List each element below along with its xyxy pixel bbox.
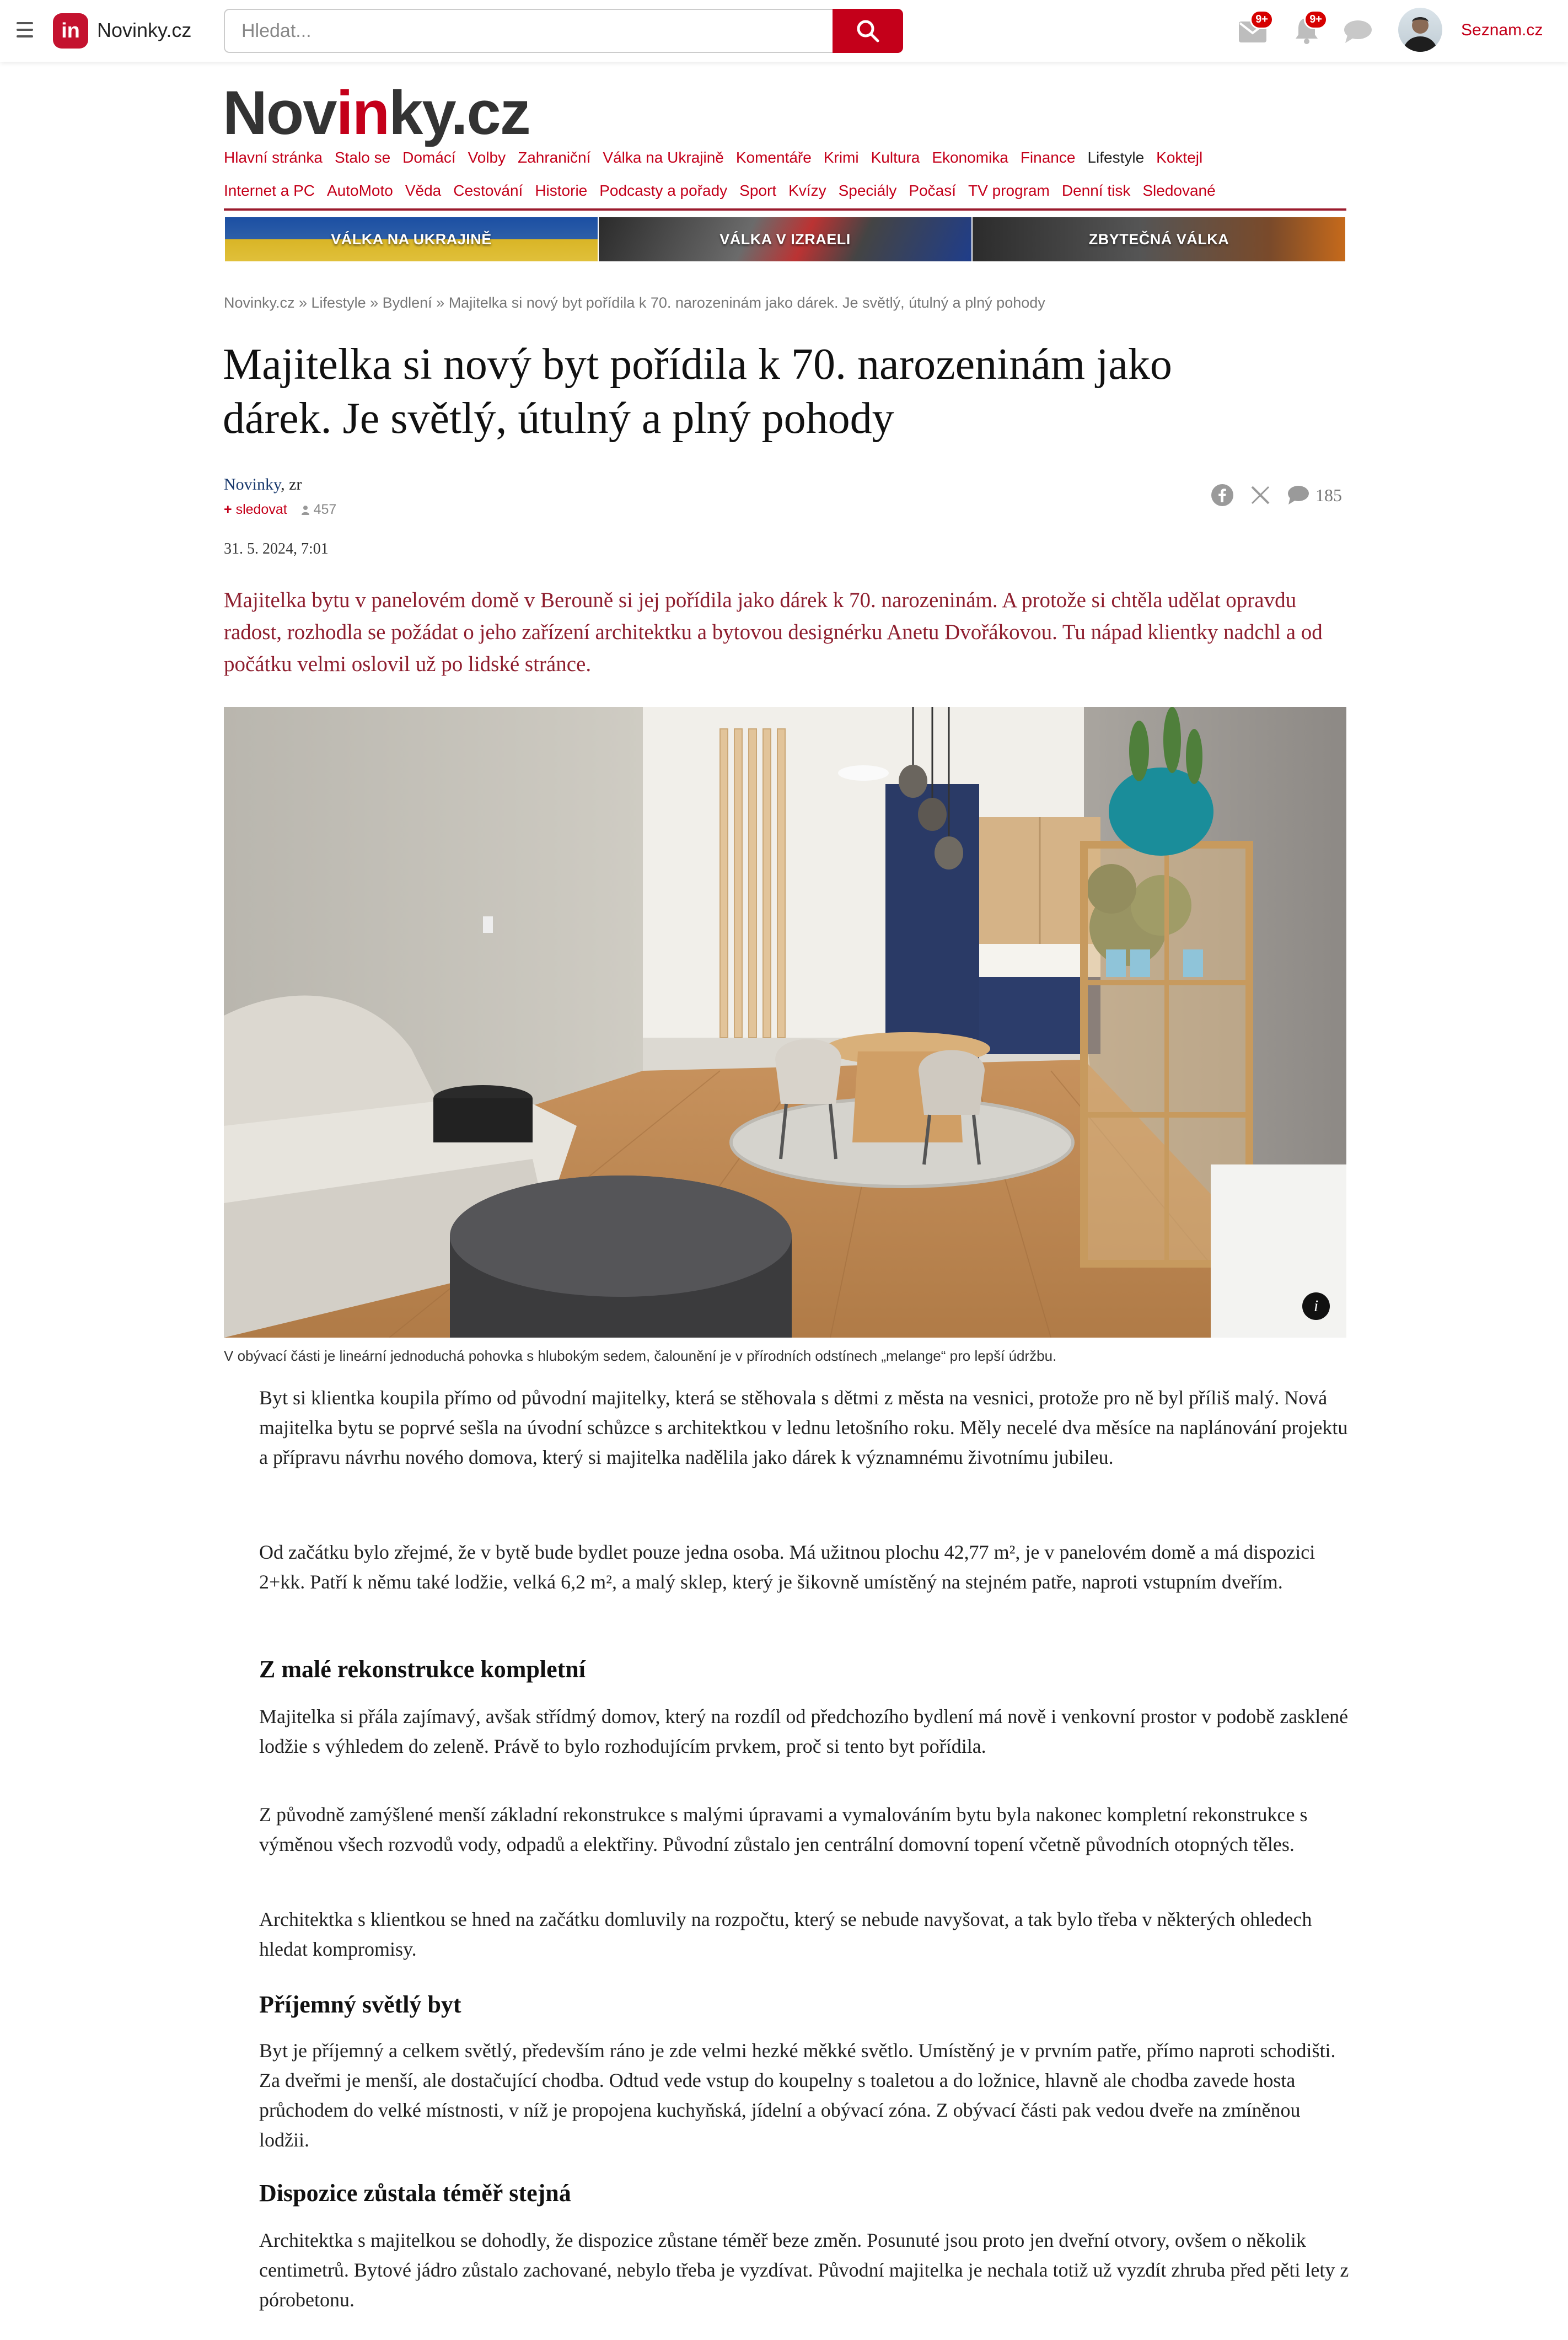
headline-line: Majitelka si nový byt pořídila k 70. narozeninám jako xyxy=(223,340,1172,389)
nav-item[interactable]: AutoMoto xyxy=(326,182,393,199)
follow-button[interactable] xyxy=(224,502,287,517)
paragraph-3: Majitelka si přála zajímavý, avšak střídmý domov, který na rozdíl od předchozího bydlení má nově i venkovní prostor v podobě zasklené lodžie s výhledem do zeleně. Právě to bylo rozhodujícím prvkem, proč si tento byt pořídila. xyxy=(259,1705,1349,1757)
search-icon xyxy=(855,18,880,44)
follow-label: sledovat xyxy=(235,502,287,517)
subheading-2: Příjemný světlý byt xyxy=(259,1991,461,2018)
hamburger-icon[interactable] xyxy=(17,22,33,37)
nav-item[interactable]: Sport xyxy=(739,182,777,199)
search-input[interactable] xyxy=(224,9,833,53)
follow-row xyxy=(224,502,336,518)
logo-part-accent: in xyxy=(336,78,389,147)
bell-badge: 9+ xyxy=(1304,10,1328,29)
search-button[interactable] xyxy=(833,9,903,53)
person-icon xyxy=(301,502,314,517)
nav-item[interactable]: Komentáře xyxy=(735,149,812,166)
novinky-logo[interactable] xyxy=(223,77,530,148)
logo-part: ky.cz xyxy=(389,78,530,147)
nav-item[interactable]: Ekonomika xyxy=(932,149,1008,166)
x-icon[interactable] xyxy=(1250,485,1270,505)
comments-count: 185 xyxy=(1315,485,1342,505)
paragraph-4: Z původně zamýšlené menší základní rekonstrukce s malými úpravami a vymalováním bytu byla nakonec kompletní rekonstrukce s výměnou všech rozvodů vody, odpadů a elektřiny. Původní zůstalo jen centrální domovní topení včetně původních otopných těles. xyxy=(259,1804,1308,1855)
info-icon[interactable]: i xyxy=(1302,1292,1330,1320)
notifications-button[interactable] xyxy=(1292,13,1323,45)
nav-item[interactable]: Sledované xyxy=(1142,182,1216,199)
article-headline xyxy=(223,337,1347,446)
subheading-3: Dispozice zůstala téměř stejná xyxy=(259,2180,571,2207)
nav-item[interactable]: Koktejl xyxy=(1156,149,1203,166)
chat-icon xyxy=(1343,19,1373,44)
nav-item[interactable]: Zahraniční xyxy=(518,149,591,166)
avatar[interactable] xyxy=(1398,8,1442,52)
comment-icon xyxy=(1287,485,1310,506)
subheading-1: Z malé rekonstrukce kompletní xyxy=(259,1656,586,1683)
paragraph-1: Byt si klientka koupila přímo od původní majitelky, která se stěhovala s dětmi z města na vesnici, protože pro ně byl příliš malý. Nová majitelka bytu se poprvé sešla na úvodní schůzce s architektkou v lednu letošního roku. Měly necelé dva měsíce na naplánování projektu a přípravu návrhu nového domova, který si majitelka nadělila jako dárek k významnému životnímu jubileu. xyxy=(259,1387,1348,1468)
nav-item[interactable]: Finance xyxy=(1020,149,1076,166)
article-main-photo[interactable] xyxy=(224,707,1346,1338)
banner-zbytecna-valka[interactable]: ZBYTEČNÁ VÁLKA xyxy=(973,217,1345,261)
search-bar xyxy=(224,9,903,53)
nav-item[interactable]: TV program xyxy=(968,182,1050,199)
paragraph-5: Architektka s klientkou se hned na začátku domluvily na rozpočtu, který se nebude navyšovat, a tak bylo třeba v některých ohledech hledat kompromisy. xyxy=(259,1908,1312,1960)
paragraph-7: Architektka s majitelkou se dohodly, že dispozice zůstane téměř beze změn. Posunuté jsou proto jen dveřní otvory, ovšem o několik centimetrů. Bytové jádro zůstalo zachované, nebylo třeba je vyzdívat. Původní majitelka je nechala totiž už vyzdít zhruba před pěti lety z pórobetonu. xyxy=(259,2229,1349,2311)
top-bar xyxy=(0,0,1568,62)
nav-item[interactable]: Kvízy xyxy=(788,182,826,199)
followers-value: 457 xyxy=(313,502,337,517)
breadcrumb[interactable]: Novinky.cz » Lifestyle » Bydlení » Majitelka si nový byt pořídila k 70. narozeninám jako dárek. Je světlý, útulný a plný pohody xyxy=(224,294,1045,311)
chat-button[interactable] xyxy=(1343,17,1374,45)
nav-item[interactable]: Speciály xyxy=(838,182,897,199)
nav-item[interactable]: Denní tisk xyxy=(1061,182,1131,199)
photo-caption: V obývací části je lineární jednoduchá pohovka s hlubokým sedem, čalounění je v přírodních odstínech „melange“ pro lepší údržbu. xyxy=(224,1348,1057,1364)
share-bar xyxy=(1211,482,1342,508)
main-nav-row-1 xyxy=(224,149,1215,167)
nav-item[interactable]: Podcasty a pořady xyxy=(599,182,728,199)
nav-item[interactable]: Lifestyle xyxy=(1087,149,1145,166)
banner-israel[interactable]: VÁLKA V IZRAELI xyxy=(599,217,971,261)
main-nav-row-2 xyxy=(224,182,1228,200)
followers-count xyxy=(301,502,337,517)
headline-line: dárek. Je světlý, útulný a plný pohody xyxy=(223,394,894,443)
person-avatar-icon xyxy=(1398,8,1442,52)
nav-divider xyxy=(224,208,1346,211)
nav-item[interactable]: Cestování xyxy=(453,182,523,199)
nav-item[interactable]: Historie xyxy=(535,182,588,199)
author-name[interactable]: Novinky xyxy=(224,475,281,493)
nav-item[interactable]: Válka na Ukrajině xyxy=(603,149,724,166)
nav-item[interactable]: Stalo se xyxy=(334,149,391,166)
nav-item[interactable]: Domácí xyxy=(402,149,456,166)
nav-item[interactable]: Hlavní stránka xyxy=(224,149,323,166)
brand-badge[interactable]: in xyxy=(53,13,88,49)
mail-badge: 9+ xyxy=(1250,10,1274,29)
brand-name[interactable]: Novinky.cz xyxy=(97,19,192,41)
publish-date: 31. 5. 2024, 7:01 xyxy=(224,540,329,557)
facebook-icon[interactable] xyxy=(1211,484,1234,507)
nav-item[interactable]: Krimi xyxy=(823,149,859,166)
nav-item[interactable]: Internet a PC xyxy=(224,182,315,199)
paragraph-6: Byt je příjemný a celkem světlý, především ráno je zde velmi hezké měkké světlo. Umístěný je v prvním patře, přímo naproti schodišti. Za dveřmi je menší, ale dostačující chodba. Odtud vede vstup do koupelny s toaletou a do ložnice, hlavně ale chodba zavede hosta průchodem do velké místnosti, v níž je propojena kuchyňská, jídelní a obývací zóna. Z obývací části pak vedou dveře na zmíněnou lodžii. xyxy=(259,2040,1336,2151)
seznam-link[interactable]: Seznam.cz xyxy=(1461,21,1543,39)
article-perex: Majitelka bytu v panelovém domě v Berouně si jej pořídila jako dárek k 70. narozeninám. A protože si chtěla udělat opravdu radost, rozhodla se požádat o jeho zařízení architektku a bytovou designérku Anetu Dvořákovou. Tu nápad klientky nadchl a od počátku velmi oslovil už po lidské stránce. xyxy=(224,588,1323,676)
nav-item[interactable]: Volby xyxy=(468,149,506,166)
mail-button[interactable] xyxy=(1238,13,1269,45)
paragraph-2: Od začátku bylo zřejmé, že v bytě bude bydlet pouze jedna osoba. Má užitnou plochu 42,77 m², je v panelovém domě a má dispozici 2+kk. Patří k němu také lodžie, velká 6,2 m², a malý sklep, který je šikovně umístěný na stejném patře, naproti vstupním dveřím. xyxy=(259,1541,1315,1593)
author-suffix: , zr xyxy=(281,475,302,493)
banner-ukraine[interactable]: VÁLKA NA UKRAJINĚ xyxy=(225,217,598,261)
author-line xyxy=(224,475,302,494)
comments-button[interactable] xyxy=(1287,485,1342,506)
nav-item[interactable]: Kultura xyxy=(871,149,920,166)
nav-item[interactable]: Věda xyxy=(405,182,442,199)
nav-item[interactable]: Počasí xyxy=(909,182,957,199)
logo-part: Nov xyxy=(223,78,336,147)
living-room-illustration xyxy=(224,707,1346,1338)
plus-icon: + xyxy=(224,502,232,517)
